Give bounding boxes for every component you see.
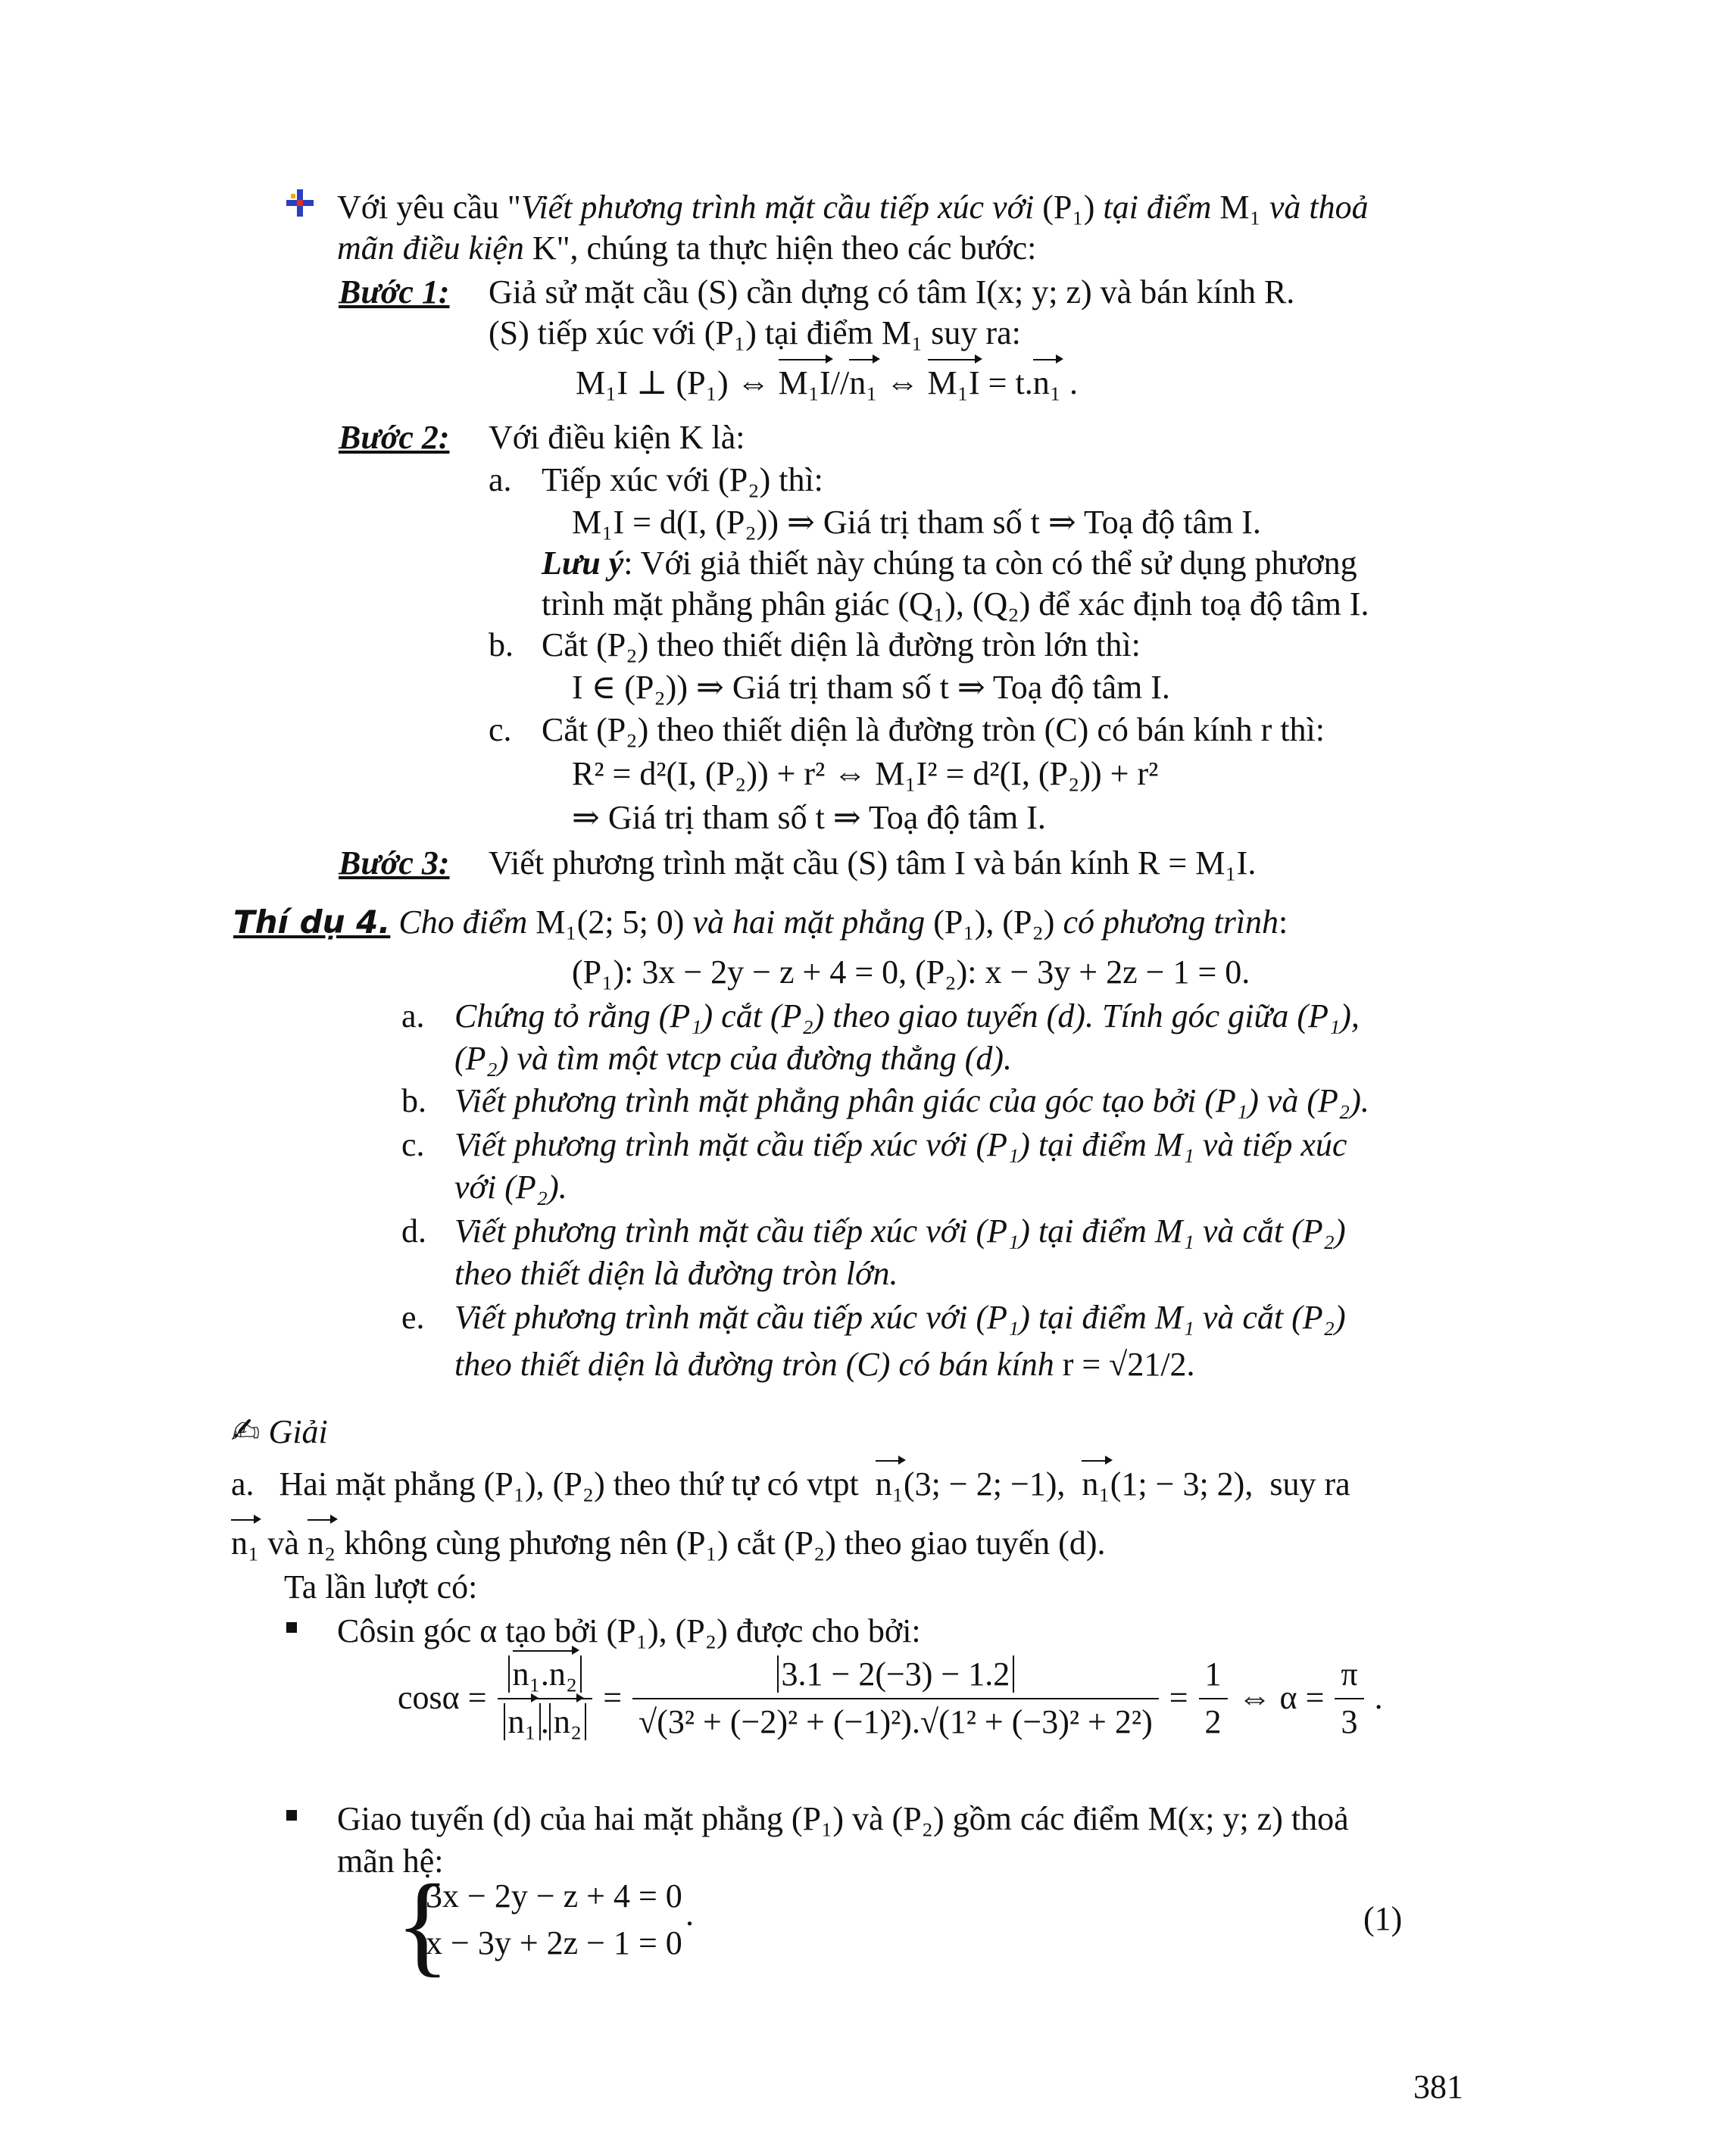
intro-tai-diem: tại điểm: [1103, 189, 1212, 226]
example-equations: (P₁): 3x − 2y − z + 4 = 0, (P₂): x − 3y + 2z − 1 = 0.: [572, 953, 1250, 991]
intro-va-thoa: và thoả: [1269, 189, 1369, 226]
step2-note-2: trình mặt phẳng phân giác (Q₁), (Q₂) để xác định toạ độ tâm I.: [542, 585, 1369, 623]
example-radius-end: .: [1186, 1346, 1195, 1383]
intro-rest: ", chúng ta thực hiện theo các bước:: [556, 229, 1037, 267]
example-planes: (P₁), (P₂): [933, 903, 1055, 941]
half-num: 1: [1199, 1655, 1228, 1699]
pi-fraction: [1335, 1655, 1363, 1743]
cos-den-2: √(3² + (−2)² + (−1)²).√(1² + (−3)² + 2²): [639, 1702, 1153, 1740]
system-eq-2: x − 3y + 2z − 1 = 0: [426, 1924, 682, 1961]
formula-end: .: [1069, 364, 1079, 401]
example-item-c-l2: với (P₂).: [454, 1169, 567, 1206]
step2-c-formula-1: R² = d²(I, (P₂)) + r² ⇔ M₁I² = d²(I, (P₂)) + r²: [572, 755, 1159, 792]
note-label: Lưu ý: [542, 545, 624, 582]
vector-m1i-2: M₁I: [928, 364, 980, 404]
solution-a-label: a.: [231, 1465, 254, 1503]
pi-num: π: [1335, 1655, 1363, 1699]
step1-label: Bước 1:: [339, 273, 450, 311]
example-item-b-l1: Viết phương trình mặt phẳng phân giác của góc tạo bởi (P₁) và (P₂).: [454, 1082, 1369, 1119]
system-brace: {: [395, 1861, 450, 1987]
word-va: và: [267, 1524, 299, 1562]
equation-number: (1): [1363, 1900, 1403, 1937]
system-eq-1: 3x − 2y − z + 4 = 0: [426, 1877, 682, 1915]
step2-text: Với điều kiện K là:: [489, 419, 745, 456]
pi-den: 3: [1341, 1702, 1358, 1740]
step1-formula: [576, 364, 1078, 404]
step1-text2: (S) tiếp xúc với (P₁) tại điểm M₁ suy ra:: [489, 314, 1021, 351]
cos-den-n2: n₂: [554, 1702, 582, 1743]
solution-intro-2: Ta lần lượt có:: [284, 1568, 478, 1606]
intro-line-1: [337, 188, 1369, 228]
cos-end: .: [1374, 1679, 1383, 1717]
example-item-e-l2-text: theo thiết diện là đường tròn (C) có bán kính: [454, 1346, 1054, 1383]
equals-2: =: [1169, 1679, 1188, 1717]
step3-text: Viết phương trình mặt cầu (S) tâm I và bán kính R = M₁I.: [489, 844, 1257, 882]
page-number: 381: [1413, 2068, 1463, 2105]
step2-note-1: [542, 544, 1357, 584]
formula-perp: M₁I ⊥ (P₁): [576, 364, 729, 401]
note-text-1: : Với giả thiết này chúng ta còn có thể sử dụng phương: [623, 545, 1357, 582]
bullet-2-l2: mãn hệ:: [337, 1843, 444, 1880]
half-fraction: [1199, 1655, 1228, 1743]
bullet-icon: [285, 188, 315, 218]
step1-text1: Giả sử mặt cầu (S) cần dựng có tâm I(x; y; z) và bán kính R.: [489, 273, 1295, 311]
cos-fraction-2: [632, 1655, 1159, 1743]
iff-symbol-2: ⇔: [885, 364, 920, 401]
example-colon: :: [1279, 903, 1288, 941]
vector-n1-2: n₁: [1033, 364, 1061, 404]
step2-a-text: Tiếp xúc với (P₂) thì:: [542, 461, 823, 498]
example-item-d-l2: theo thiết diện là đường tròn lớn.: [454, 1255, 898, 1292]
step2-c-text: Cắt (P₂) theo thiết diện là đường tròn (C) có bán kính r thì:: [542, 711, 1325, 748]
step2-b-formula: I ∈ (P₂)) ⇒ Giá trị tham số t ⇒ Toạ độ tâm I.: [572, 669, 1170, 706]
writing-hand-icon: ✍: [231, 1410, 261, 1451]
example-item-e-l1: Viết phương trình mặt cầu tiếp xúc với (P₁) tại điểm M₁ và cắt (P₂): [454, 1299, 1346, 1336]
intro-p1: (P₁): [1042, 189, 1095, 226]
example-item-a-l2: (P₂) và tìm một vtcp của đường thẳng (d).: [454, 1040, 1013, 1077]
n1-coords: (3; − 2; −1),: [904, 1465, 1066, 1503]
example-item-e-label: e.: [401, 1299, 425, 1336]
example-point: M₁(2; 5; 0): [535, 903, 685, 941]
example-item-b-label: b.: [401, 1082, 426, 1119]
step2-label: Bước 2:: [339, 419, 450, 456]
example-item-a-label: a.: [401, 997, 425, 1034]
example-item-a-l1: Chứng tỏ rằng (P₁) cắt (P₂) theo giao tuyến (d). Tính góc giữa (P₁),: [454, 997, 1360, 1034]
example-item-c-label: c.: [401, 1126, 425, 1163]
example-intro: [233, 903, 1288, 943]
solution-header: [231, 1410, 328, 1453]
cos-formula: [398, 1655, 1383, 1743]
solution-a-line-2: [231, 1524, 1105, 1564]
vector-m1i: M₁I: [779, 364, 831, 404]
cos-label: cosα =: [398, 1679, 487, 1717]
cos-den-1: n₁ . n₂: [498, 1699, 593, 1743]
bullet-square-1: [286, 1622, 297, 1633]
iff-symbol: ⇔: [736, 364, 770, 401]
solution-a-text-2: không cùng phương nên (P₁) cắt (P₂) theo giao tuyến (d).: [344, 1524, 1106, 1562]
parallel-symbol: //: [830, 364, 850, 401]
example-item-d-label: d.: [401, 1212, 426, 1250]
step3-label: Bước 3:: [339, 844, 450, 882]
step2-b-text: Cắt (P₂) theo thiết diện là đường tròn lớn thì:: [542, 626, 1141, 663]
bullet-1-text: Côsin góc α tạo bởi (P₁), (P₂) được cho bởi:: [337, 1612, 921, 1649]
intro-m1: M₁: [1219, 189, 1261, 226]
vector-n2-a: n₁: [1082, 1465, 1110, 1505]
formula-t: = t.: [988, 364, 1033, 401]
bullet-square-2: [286, 1810, 297, 1821]
half-den: 2: [1204, 1702, 1222, 1740]
solution-a-text-1: Hai mặt phẳng (P₁), (P₂) theo thứ tự có vtpt: [279, 1465, 859, 1503]
intro-task: Viết phương trình mặt cầu tiếp xúc với: [520, 189, 1035, 226]
cos-num-vec: n₁.n₂: [513, 1655, 578, 1695]
vector-n1-b: n₁: [231, 1524, 259, 1564]
example-intro-3: có phương trình: [1063, 903, 1279, 941]
example-label: Thí dụ 4.: [233, 903, 391, 941]
step2-b-label: b.: [489, 626, 514, 663]
step2-a-formula: M₁I = d(I, (P₂)) ⇒ Giá trị tham số t ⇒ Toạ độ tâm I.: [572, 504, 1261, 541]
system-end: .: [685, 1896, 694, 1933]
vector-n2-b: n₂: [308, 1524, 336, 1564]
intro-condition: mãn điều kiện: [337, 229, 524, 267]
step2-a-label: a.: [489, 461, 512, 498]
example-radius: r = √21/2: [1062, 1346, 1187, 1383]
equals-1: =: [603, 1679, 623, 1717]
intro-line-2: [337, 229, 1036, 269]
vector-n1: n₁: [849, 364, 877, 404]
cos-num-2: [632, 1655, 1159, 1699]
example-item-e-l2: [454, 1345, 1195, 1385]
intro-k: K: [532, 229, 557, 267]
cos-fraction-1: [498, 1655, 593, 1743]
vector-n1-a: n₁: [876, 1465, 904, 1505]
intro-pre: Với yêu cầu ": [337, 189, 521, 226]
step2-c-label: c.: [489, 711, 512, 748]
bullet-2-l1: Giao tuyến (d) của hai mặt phẳng (P₁) và (P₂) gồm các điểm M(x; y; z) thoả: [337, 1800, 1349, 1837]
alpha-eq: ⇔ α =: [1238, 1679, 1325, 1717]
step2-c-formula-2: ⇒ Giá trị tham số t ⇒ Toạ độ tâm I.: [572, 799, 1046, 836]
example-item-d-l1: Viết phương trình mặt cầu tiếp xúc với (P₁) tại điểm M₁ và cắt (P₂): [454, 1212, 1346, 1250]
example-intro-2: và hai mặt phẳng: [692, 903, 926, 941]
suy-ra: suy ra: [1269, 1465, 1350, 1503]
solution-label: Giải: [268, 1413, 328, 1450]
example-item-c-l1: Viết phương trình mặt cầu tiếp xúc với (P₁) tại điểm M₁ và tiếp xúc: [454, 1126, 1347, 1163]
example-intro-1: Cho điểm: [398, 903, 528, 941]
n2-coords: (1; − 3; 2),: [1110, 1465, 1254, 1503]
cos-den-n1: n₁: [508, 1702, 536, 1743]
cos-num-2-text: 3.1 − 2(−3) − 1.2: [777, 1655, 1015, 1693]
solution-a-line-1: [231, 1465, 1350, 1505]
